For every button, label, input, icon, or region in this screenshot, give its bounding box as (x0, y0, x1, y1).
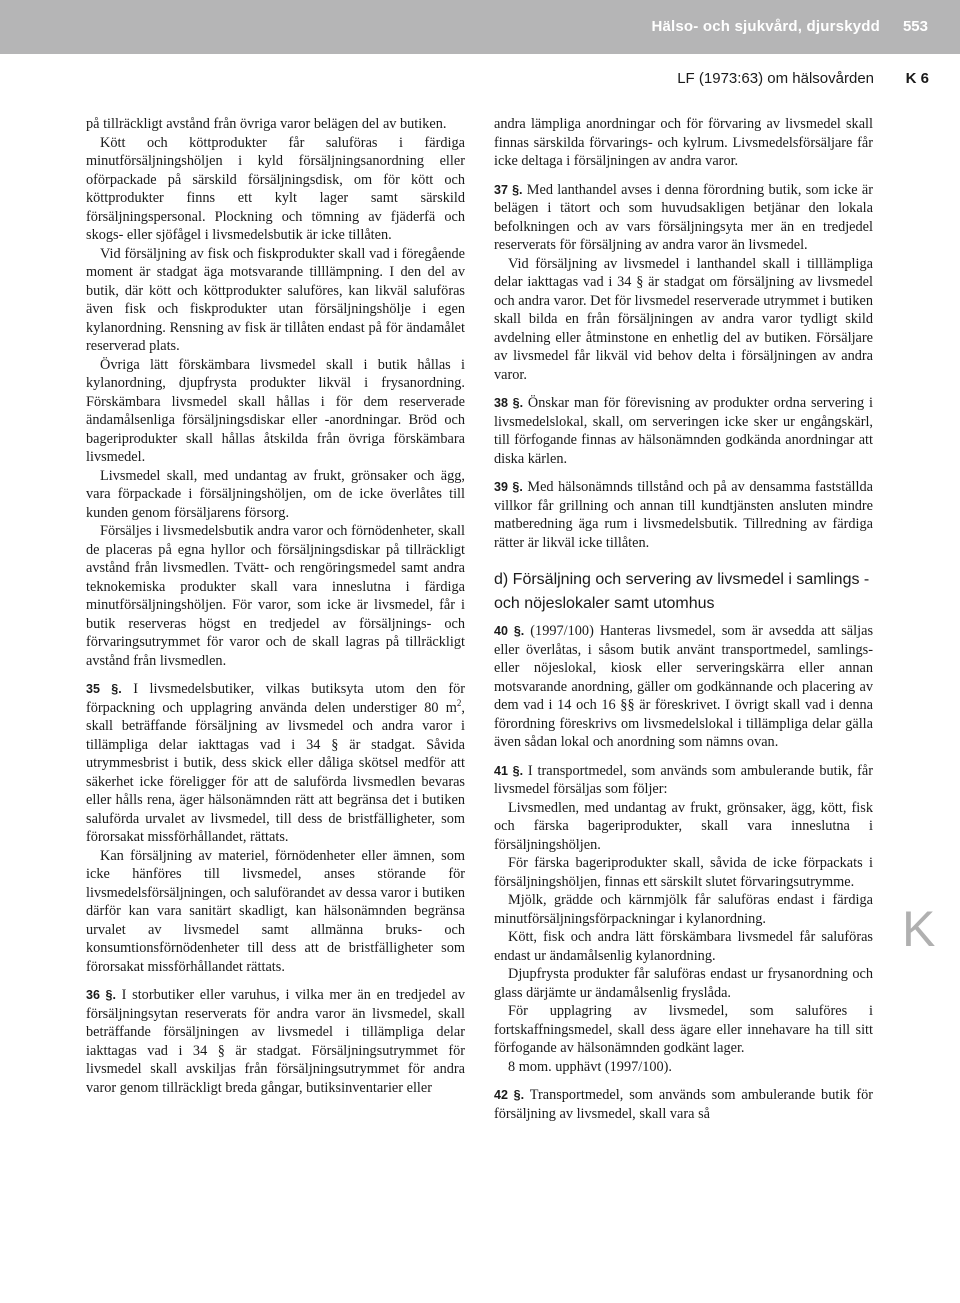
section-number: 35 §. (86, 682, 122, 696)
left-column (86, 115, 465, 1097)
section-number: 37 §. (494, 182, 523, 197)
section-text: I livsmedelsbutiker, vilkas butiksyta utom den för förpackning och upplagring använda delen understiger 80 m (86, 681, 465, 716)
section-number: 40 §. (494, 624, 525, 638)
paragraph: Vid försäljning av fisk och fiskprodukter skall vad i föregående moment är stadgat äga motsvarande tilllämpning. I den del av butik, där kött och köttprodukter saluföres, kan likväl saluföras även fisk och fiskprodukter utan försäljningshölje i egen kylanordning. Rensning av fisk är tillåten endast på för ändamålet reserverad plats. (86, 245, 465, 354)
running-header-bar (0, 0, 960, 54)
section-35 (86, 680, 465, 847)
paragraph: Livsmedel skall, med undantag av frukt, grönsaker och ägg, vara förpackade i försäljningshöljen, om de icke överlåtes till kunden genom försäljarens försorg. (86, 467, 465, 521)
paragraph: För upplagring av livsmedel, som saluföres i fortskaffningsmedel, skall dess ägare eller innehavare ha till sitt förfogande av hälsonämnden godkänt lager. (494, 1003, 873, 1056)
paragraph: Kött och köttprodukter får saluföras i färdiga minutförsäljningshöljen i kyld försäljningsanordning eller oförpackade på särskild försäljningsdisk, om för kött och köttprodukter finns ett kylt lager samt särskild försäljningspersonal. Plockning och tömning av fjäderfä och skogs- eller sjöfågel i livsmedelsbutik är icke tillåten. (86, 134, 465, 243)
superscript: 2 (456, 697, 462, 708)
paragraph: Försäljes i livsmedelsbutik andra varor och förnödenheter, skall de placeras på egna hyllor och försäljningsdiskar på tillräckligt avstånd från livsmedlen. Tvätt- och rengöringsmedel samt andra teknokemiska produkter skall vara inneslutna i färdiga minutförsäljningshöljen. För varor, som icke är livsmedel, får i butik reserveras högst en tredjedel av försäljnings- och förvaringsutrymmet för varor och de skall lagras på tillräckligt avstånd från livsmedlen. (86, 523, 465, 669)
section-text: I storbutiker eller varuhus, i vilka mer än en tredjedel av försäljningsytan reserverats för andra varor än livsmedel, skall beträffande försäljningen av livsmedel i tillämpliga delar iakttagas vad i 34 § är stadgat. Försäljningsutrymmet för livsmedel skall avskiljas från försäljningsutrymmet för andra varor genom tillräckligt breda gångar, butiksinventarier eller (86, 987, 465, 1096)
section-37 (494, 181, 873, 255)
section-text: Med hälsonämnds tillstånd och på av densamma fastställda villkor får grillning och annan till kundtjänsten ansluten mindre matberedning äga rum i livsmedelsbutik. Tillredning av färdiga rätter är likväl icke tillåten. (494, 479, 873, 551)
section-text: Önskar man för förevisning av produkter ordna servering i livsmedelslokal, skall, om serveringen icke sker ur engångskärl, till förfogande finnas av hälsonämnden godkända anordningar att diska kärlen. (494, 395, 873, 467)
paragraph: Djupfrysta produkter får saluföras endast ur frysanordning och glass därjämte ur ändamålsenlig fryslåda. (494, 966, 873, 1001)
paragraph: Övriga lätt förskämbara livsmedel skall i butik hållas i kylanordning, djupfrysta produkter likväl i frysanordning. Förskämbara livsmedel skall hållas i för dem reserverade ändamålsenliga försäljningsdiskar eller -anordningar. Bröd och bageriprodukter skall hållas åtskilda från övriga förskämbara livsmedel. (86, 356, 465, 465)
paragraph: 8 mom. upphävt (1997/100). (508, 1058, 673, 1075)
paragraph: Kan försäljning av materiel, förnödenheter eller ämnen, som icke hänföres till livsmedel, anses störande för livsmedelsförsäljningen, och saluförandet av dessa varor i butiken därför kan vara sanitärt skadligt, kan hälsonämnden begränsa urvalet av livsmedel samt allmänna bruks- och konsumtionsförnödenheter till dess att de bristfälligheter som förorsakat missförhållandet rättats. (86, 847, 465, 975)
page-number: 553 (902, 18, 928, 35)
law-reference: LF (1973:63) om hälsovården (677, 70, 874, 87)
section-title: Hälso- och sjukvård, djurskydd (651, 18, 880, 35)
section-number: 39 §. (494, 480, 523, 494)
section-36 (86, 986, 465, 1097)
paragraph: För färska bageriprodukter skall, såvida de icke förpackats i försäljningshöljen, finnas ett särskilt slutet förvaringsutrymme. (494, 855, 873, 890)
section-number: 42 §. (494, 1088, 525, 1102)
paragraph: andra lämpliga anordningar och för förvaring av livsmedel skall finnas särskilda förvarings- och kylrum. Livsmedelsförsäljare får icke deltaga i försäljningen av andra varor. (494, 116, 873, 169)
section-number: 38 §. (494, 396, 524, 410)
paragraph: Vid försäljning av livsmedel i lanthandel skall i tilllämpliga delar iakttagas vad i 34 § är stadgat om försäljning av livsmedel och andra varor. Det för livsmedel reserverade utrymmet i butiken skall bilda en från försäljningen av andra varor tydligt skild avdelning eller åtminstone en enhetlig del av butiken. Försäljare av livsmedel får likväl vid behov delta i försäljningen av andra varor. (494, 255, 873, 383)
section-40 (494, 622, 873, 752)
section-42 (494, 1086, 873, 1123)
right-column (494, 115, 873, 1123)
subsection-heading: d) Försäljning och servering av livsmedel i samlings - och nöjeslokaler samt utomhus (494, 571, 870, 612)
section-text: Transportmedel, som används som ambulerande butik för försäljning av livsmedel, skall vara så (494, 1087, 873, 1122)
paragraph: Kött, fisk och andra lätt förskämbara livsmedel får saluföras endast ur ändamålsenlig kylanordning. (494, 929, 873, 964)
paragraph: Livsmedlen, med undantag av frukt, grönsaker, ägg, kött, fisk och färska bageriprodukter, skall vara inneslutna i försäljningshöljen. (494, 799, 873, 853)
paragraph: på tillräckligt avstånd från övriga varor belägen del av butiken. (86, 116, 447, 132)
chapter-tab-letter: K (902, 901, 936, 957)
paragraph: Mjölk, grädde och kärnmjölk får saluföras endast i färdiga minutförsäljningsförpackningar i kylanordning. (494, 892, 873, 927)
section-41 (494, 762, 873, 799)
section-39 (494, 478, 873, 552)
section-number: 36 §. (86, 988, 116, 1002)
section-text: I transportmedel, som används som ambulerande butik, får livsmedel försäljas som följer: (494, 762, 873, 797)
section-text: , skall beträffande försäljning av livsmedel och andra varor i tillämpliga delar iakttagas vad i 34 § är stadgat. Såvida utrymmesbrist i butik, dess skick eller dåliga skötsel medför att säkerhet icke föreligger för att de saluförda livsmedlen bevaras eller hålls rena, äger hälsonämnden rätt att begränsa det i butiken saluförda urvalet av livsmedel, till dess de bristfälligheter, som förorsakat missförhållandet, rättats. (86, 699, 465, 845)
section-text: (1997/100) Hanteras livsmedel, som är avsedda att säljas eller överlåtas, i såsom butik använt transportmedel, samlings- eller nöjeslokal, kiosk eller serveringskärra eller annan motsvarande anordning, gäller om godkännande och placering av dem vad i 14 och 16 §§ är föreskrivet. I övrigt skall vad i denna förordning föreskrivs om livsmedelslokal i tillämpliga delar gälla även sådan lokal och anordning som nämns ovan. (494, 623, 874, 750)
section-38 (494, 394, 873, 468)
chapter-mark: K 6 (905, 70, 929, 87)
section-text: Med lanthandel avses i denna förordning butik, som icke är belägen i tätort och som huvudsakligen betjänar den lokala befolkningen och av vars försäljningsyta mer än en tredjedel reserverats för försäljning av andra varor än livsmedel. (494, 181, 873, 253)
section-number: 41 §. (494, 763, 524, 778)
